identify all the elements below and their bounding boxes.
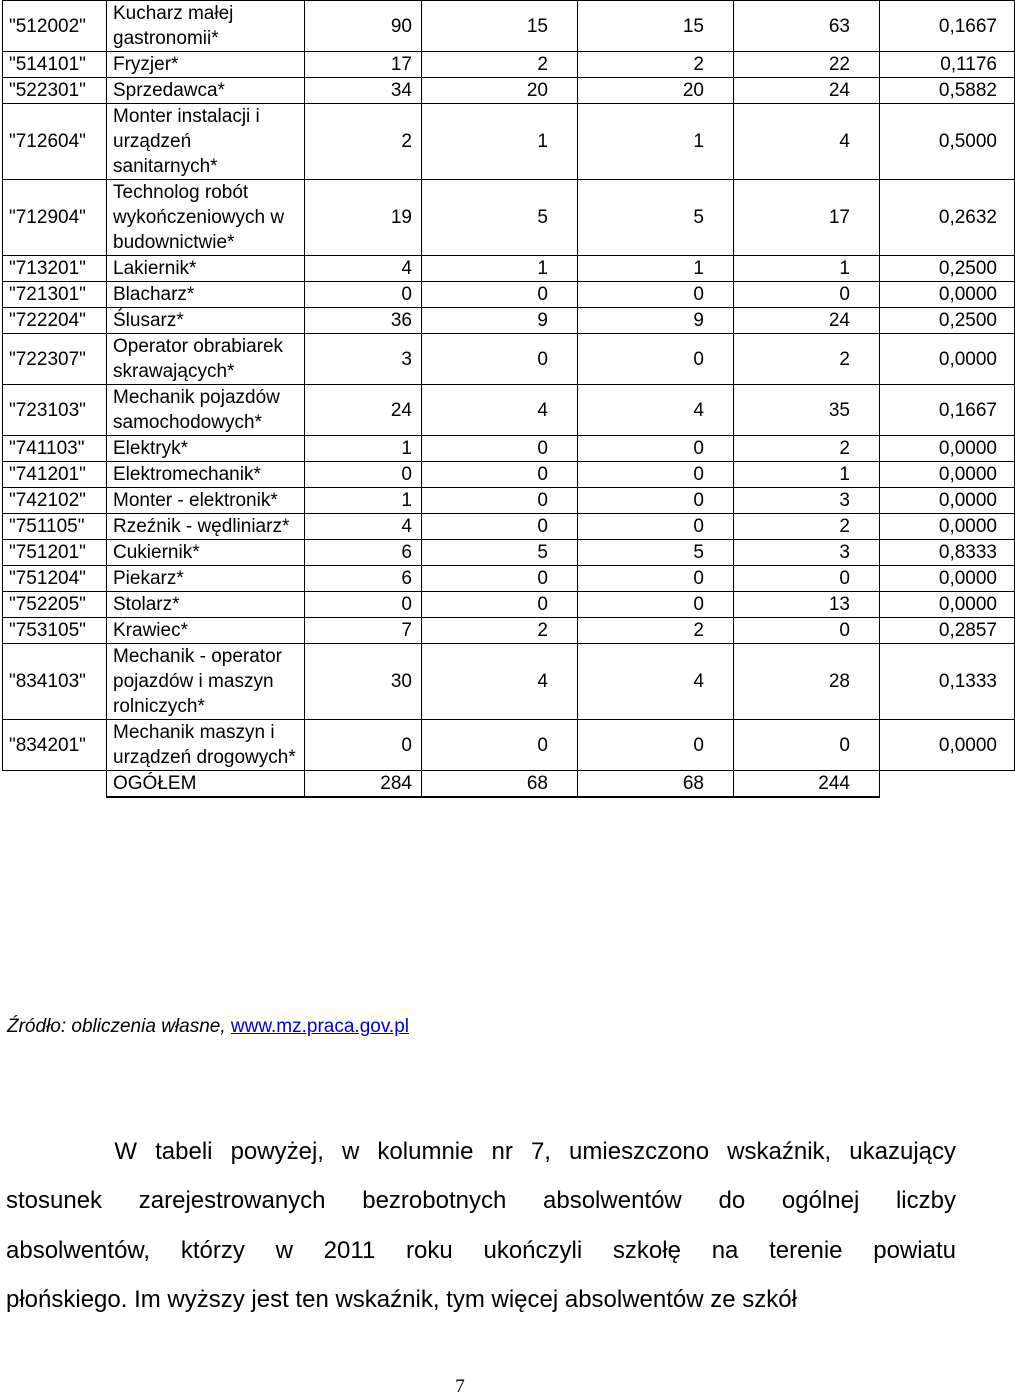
value-cell-col3: 3 (305, 334, 422, 385)
value-cell-col7: 0,0000 (880, 334, 1015, 385)
total-label-cell: OGÓŁEM (107, 771, 305, 798)
value-cell-col4: 5 (422, 540, 578, 566)
value-cell-col6: 22 (734, 52, 880, 78)
value-cell-col4: 2 (422, 52, 578, 78)
value-cell-col4: 1 (422, 104, 578, 180)
table-row (3, 540, 1015, 566)
table-row (3, 1, 1015, 52)
value-cell-col6: 1 (734, 462, 880, 488)
total-blank-cell (880, 771, 1015, 798)
value-cell-col5: 0 (578, 282, 734, 308)
value-cell-col3: 0 (305, 720, 422, 771)
occupation-name-cell: Rzeźnik - wędliniarz* (107, 514, 305, 540)
value-cell-col3: 1 (305, 436, 422, 462)
value-cell-col3: 34 (305, 78, 422, 104)
table-row (3, 720, 1015, 771)
occupation-name-cell: Stolarz* (107, 592, 305, 618)
value-cell-col7: 0,1667 (880, 385, 1015, 436)
paragraph-line: płońskiego. Im wyższy jest ten wskaźnik, tym więcej absolwentów ze szkół (6, 1285, 797, 1313)
value-cell-col6: 0 (734, 720, 880, 771)
code-cell: "713201" (3, 256, 107, 282)
source-prefix: Źródło: obliczenia własne, (7, 1016, 231, 1037)
paragraph-line: W tabeli powyżej, w kolumnie nr 7, umieszczono wskaźnik, ukazujący (6, 1138, 956, 1165)
value-cell-col4: 0 (422, 592, 578, 618)
total-row (3, 771, 1015, 798)
value-cell-col6: 0 (734, 566, 880, 592)
table-row (3, 514, 1015, 540)
value-cell-col5: 9 (578, 308, 734, 334)
value-cell-col6: 3 (734, 540, 880, 566)
value-cell-col7: 0,0000 (880, 566, 1015, 592)
value-cell-col7: 0,1667 (880, 1, 1015, 52)
value-cell-col5: 0 (578, 436, 734, 462)
value-cell-col7: 0,1176 (880, 52, 1015, 78)
value-cell-col6: 1 (734, 256, 880, 282)
value-cell-col3: 36 (305, 308, 422, 334)
value-cell-col6: 35 (734, 385, 880, 436)
table-body (3, 1, 1015, 798)
value-cell-col6: 2 (734, 514, 880, 540)
value-cell-col4: 5 (422, 180, 578, 256)
table-row (3, 462, 1015, 488)
source-link[interactable]: www.mz.praca.gov.pl (230, 1016, 409, 1037)
table-row (3, 644, 1015, 720)
value-cell-col5: 15 (578, 1, 734, 52)
value-cell-col7: 0,1333 (880, 644, 1015, 720)
source-note (7, 1016, 409, 1038)
value-cell-col5: 2 (578, 52, 734, 78)
occupation-name-cell: Cukiernik* (107, 540, 305, 566)
table-row (3, 180, 1015, 256)
value-cell-col5: 2 (578, 618, 734, 644)
value-cell-col7: 0,0000 (880, 592, 1015, 618)
value-cell-col5: 20 (578, 78, 734, 104)
value-cell-col4: 0 (422, 334, 578, 385)
value-cell-col5: 5 (578, 540, 734, 566)
value-cell-col7: 0,2500 (880, 308, 1015, 334)
value-cell-col7: 0,0000 (880, 720, 1015, 771)
value-cell-col5: 0 (578, 334, 734, 385)
code-cell: "751201" (3, 540, 107, 566)
occupation-name-cell: Lakiernik* (107, 256, 305, 282)
value-cell-col3: 2 (305, 104, 422, 180)
table-row (3, 308, 1015, 334)
value-cell-col6: 24 (734, 308, 880, 334)
total-blank-cell (3, 771, 107, 798)
table-row (3, 334, 1015, 385)
value-cell-col6: 0 (734, 282, 880, 308)
code-cell: "751105" (3, 514, 107, 540)
total-cell-col3: 284 (305, 771, 422, 798)
table-row (3, 618, 1015, 644)
value-cell-col4: 0 (422, 436, 578, 462)
value-cell-col7: 0,5882 (880, 78, 1015, 104)
value-cell-col5: 0 (578, 566, 734, 592)
occupation-name-cell: Mechanik pojazdów samochodowych* (107, 385, 305, 436)
value-cell-col5: 1 (578, 104, 734, 180)
value-cell-col5: 1 (578, 256, 734, 282)
value-cell-col4: 1 (422, 256, 578, 282)
table-row (3, 385, 1015, 436)
value-cell-col3: 0 (305, 282, 422, 308)
code-cell: "834103" (3, 644, 107, 720)
code-cell: "512002" (3, 1, 107, 52)
value-cell-col3: 19 (305, 180, 422, 256)
total-cell-col5: 68 (578, 771, 734, 798)
table-row (3, 592, 1015, 618)
occupation-name-cell: Monter - elektronik* (107, 488, 305, 514)
value-cell-col4: 0 (422, 462, 578, 488)
occupation-table (2, 0, 1015, 798)
value-cell-col6: 13 (734, 592, 880, 618)
paragraph-line: absolwentów, którzy w 2011 roku ukończyli szkołę na terenie powiatu (6, 1236, 956, 1264)
value-cell-col6: 24 (734, 78, 880, 104)
code-cell: "753105" (3, 618, 107, 644)
table-row (3, 104, 1015, 180)
value-cell-col3: 0 (305, 592, 422, 618)
code-cell: "741103" (3, 436, 107, 462)
occupation-name-cell: Kucharz małej gastronomii* (107, 1, 305, 52)
value-cell-col5: 4 (578, 644, 734, 720)
value-cell-col7: 0,2500 (880, 256, 1015, 282)
value-cell-col4: 0 (422, 566, 578, 592)
value-cell-col4: 2 (422, 618, 578, 644)
value-cell-col7: 0,8333 (880, 540, 1015, 566)
code-cell: "742102" (3, 488, 107, 514)
table-row (3, 566, 1015, 592)
total-cell-col4: 68 (422, 771, 578, 798)
occupation-name-cell: Ślusarz* (107, 308, 305, 334)
value-cell-col3: 6 (305, 540, 422, 566)
occupation-name-cell: Krawiec* (107, 618, 305, 644)
code-cell: "721301" (3, 282, 107, 308)
code-cell: "522301" (3, 78, 107, 104)
value-cell-col3: 90 (305, 1, 422, 52)
value-cell-col5: 0 (578, 592, 734, 618)
table-row (3, 436, 1015, 462)
table-row (3, 256, 1015, 282)
value-cell-col6: 2 (734, 334, 880, 385)
value-cell-col4: 9 (422, 308, 578, 334)
value-cell-col3: 6 (305, 566, 422, 592)
occupation-name-cell: Monter instalacji i urządzeń sanitarnych* (107, 104, 305, 180)
value-cell-col7: 0,0000 (880, 488, 1015, 514)
value-cell-col4: 4 (422, 385, 578, 436)
value-cell-col6: 63 (734, 1, 880, 52)
code-cell: "752205" (3, 592, 107, 618)
code-cell: "712604" (3, 104, 107, 180)
value-cell-col6: 4 (734, 104, 880, 180)
value-cell-col5: 0 (578, 720, 734, 771)
value-cell-col6: 2 (734, 436, 880, 462)
value-cell-col5: 0 (578, 488, 734, 514)
value-cell-col3: 1 (305, 488, 422, 514)
code-cell: "751204" (3, 566, 107, 592)
occupation-name-cell: Fryzjer* (107, 52, 305, 78)
table-row (3, 488, 1015, 514)
value-cell-col7: 0,2632 (880, 180, 1015, 256)
code-cell: "722307" (3, 334, 107, 385)
value-cell-col4: 0 (422, 720, 578, 771)
paragraph-line: stosunek zarejestrowanych bezrobotnych absolwentów do ogólnej liczby (6, 1187, 956, 1215)
value-cell-col7: 0,2857 (880, 618, 1015, 644)
value-cell-col4: 15 (422, 1, 578, 52)
value-cell-col6: 3 (734, 488, 880, 514)
occupation-name-cell: Technolog robót wykończeniowych w budownictwie* (107, 180, 305, 256)
table-row (3, 78, 1015, 104)
value-cell-col7: 0,0000 (880, 436, 1015, 462)
value-cell-col3: 7 (305, 618, 422, 644)
code-cell: "834201" (3, 720, 107, 771)
code-cell: "723103" (3, 385, 107, 436)
occupation-name-cell: Sprzedawca* (107, 78, 305, 104)
occupation-name-cell: Blacharz* (107, 282, 305, 308)
value-cell-col3: 4 (305, 256, 422, 282)
occupation-name-cell: Piekarz* (107, 566, 305, 592)
value-cell-col4: 0 (422, 514, 578, 540)
occupation-name-cell: Operator obrabiarek skrawających* (107, 334, 305, 385)
page-number: 7 (455, 1376, 465, 1397)
table-row (3, 282, 1015, 308)
value-cell-col3: 30 (305, 644, 422, 720)
value-cell-col5: 0 (578, 514, 734, 540)
code-cell: "722204" (3, 308, 107, 334)
code-cell: "514101" (3, 52, 107, 78)
value-cell-col3: 17 (305, 52, 422, 78)
value-cell-col4: 0 (422, 282, 578, 308)
value-cell-col4: 0 (422, 488, 578, 514)
value-cell-col7: 0,5000 (880, 104, 1015, 180)
body-paragraph (6, 1127, 956, 1324)
total-cell-col6: 244 (734, 771, 880, 798)
value-cell-col5: 0 (578, 462, 734, 488)
value-cell-col3: 0 (305, 462, 422, 488)
occupation-name-cell: Mechanik - operator pojazdów i maszyn rolniczych* (107, 644, 305, 720)
code-cell: "712904" (3, 180, 107, 256)
value-cell-col7: 0,0000 (880, 462, 1015, 488)
value-cell-col7: 0,0000 (880, 514, 1015, 540)
value-cell-col7: 0,0000 (880, 282, 1015, 308)
value-cell-col6: 0 (734, 618, 880, 644)
value-cell-col4: 20 (422, 78, 578, 104)
occupation-name-cell: Elektromechanik* (107, 462, 305, 488)
value-cell-col5: 5 (578, 180, 734, 256)
value-cell-col4: 4 (422, 644, 578, 720)
occupation-name-cell: Mechanik maszyn i urządzeń drogowych* (107, 720, 305, 771)
code-cell: "741201" (3, 462, 107, 488)
table-row (3, 52, 1015, 78)
occupation-name-cell: Elektryk* (107, 436, 305, 462)
value-cell-col6: 17 (734, 180, 880, 256)
value-cell-col3: 24 (305, 385, 422, 436)
value-cell-col3: 4 (305, 514, 422, 540)
value-cell-col6: 28 (734, 644, 880, 720)
value-cell-col5: 4 (578, 385, 734, 436)
